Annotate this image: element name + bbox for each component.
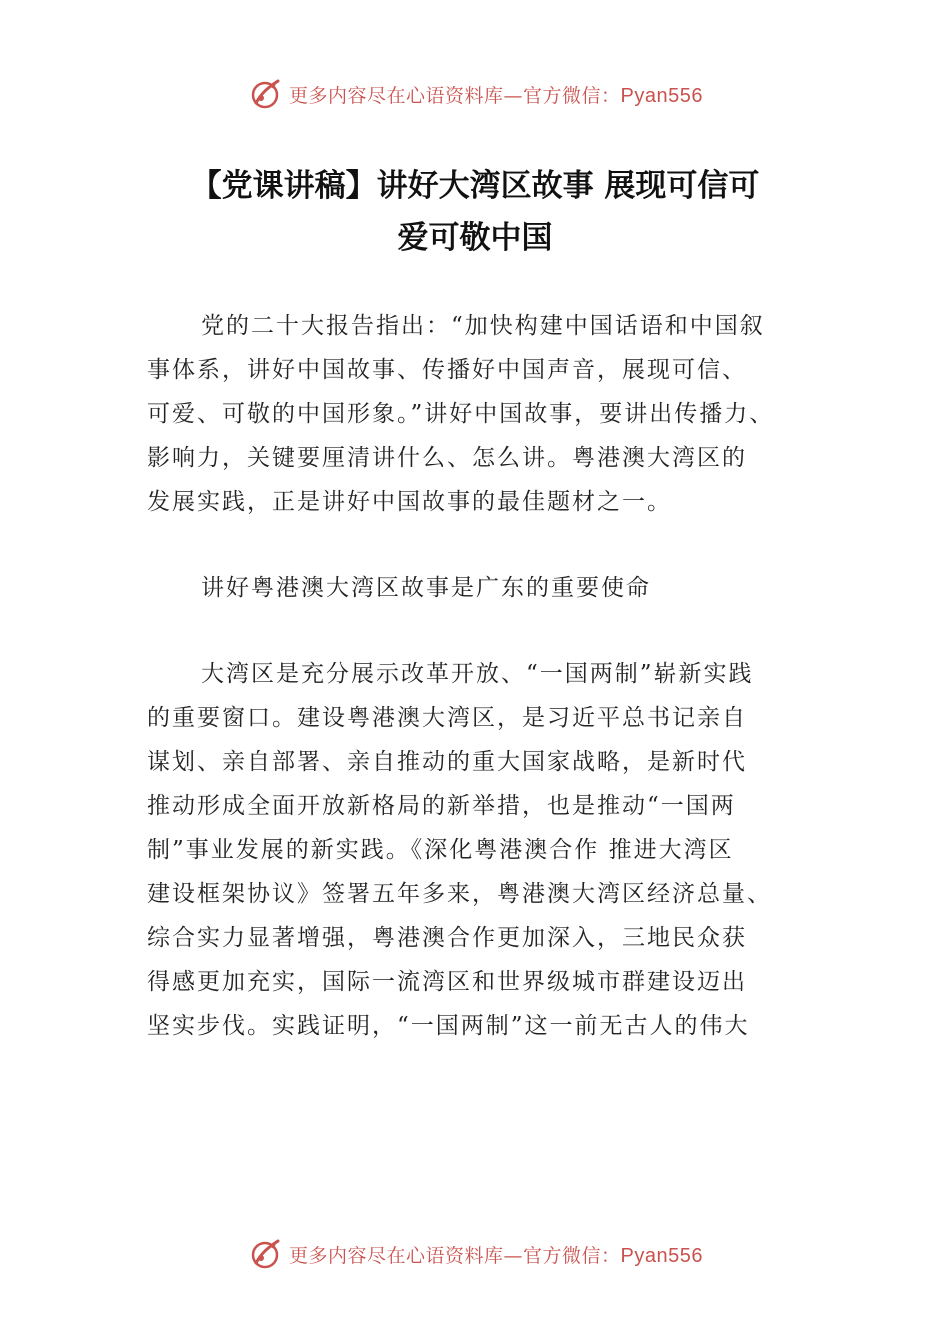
- paragraph-line: 的重要窗口。建设粤港澳大湾区，是习近平总书记亲自: [147, 705, 747, 731]
- header-watermark-text: [289, 81, 703, 108]
- paragraph-line: 影响力，关键要厘清讲什么、怎么讲。粤港澳大湾区的: [147, 445, 747, 471]
- document-title: [100, 160, 850, 264]
- paragraph-line: 得感更加充实，国际一流湾区和世界级城市群建设迈出: [147, 969, 747, 995]
- paragraph-line: 党的二十大报告指出：“加快构建中国话语和中国叙: [201, 313, 765, 339]
- header-watermark: [0, 74, 950, 114]
- footer-watermark-inner: [247, 1236, 703, 1272]
- brand-logo-icon: [247, 76, 283, 112]
- section-heading: [147, 566, 812, 610]
- brand-logo-icon: [247, 1236, 283, 1272]
- header-wechat-id: Pyan556: [620, 84, 703, 107]
- paragraph-bay-area: [147, 652, 812, 1048]
- paragraph-line: 发展实践，正是讲好中国故事的最佳题材之一。: [147, 489, 672, 515]
- footer-watermark-text: [289, 1241, 703, 1268]
- paragraph-line: 大湾区是充分展示改革开放、“一国两制”崭新实践: [201, 661, 754, 687]
- footer-watermark-label: 更多内容尽在心语资料库—官方微信：: [289, 1244, 621, 1267]
- paragraph-line: 事体系，讲好中国故事、传播好中国声音，展现可信、: [147, 357, 747, 383]
- section-heading-text: 讲好粤港澳大湾区故事是广东的重要使命: [201, 575, 651, 601]
- footer-watermark: [0, 1234, 950, 1274]
- footer-wechat-id: Pyan556: [620, 1244, 703, 1267]
- paragraph-line: 坚实步伐。实践证明，“一国两制”这一前无古人的伟大: [147, 1013, 750, 1039]
- paragraph-spacer: [147, 610, 812, 652]
- paragraph-spacer: [147, 524, 812, 566]
- document-title-line-2: 爱可敬中国: [397, 220, 553, 256]
- paragraph-line: 制”事业发展的新实践。《深化粤港澳合作 推进大湾区: [147, 837, 734, 863]
- paragraph-intro: [147, 304, 812, 524]
- header-watermark-inner: [247, 76, 703, 112]
- paragraph-line: 谋划、亲自部署、亲自推动的重大国家战略，是新时代: [147, 749, 747, 775]
- paragraph-line: 推动形成全面开放新格局的新举措，也是推动“一国两: [147, 793, 736, 819]
- paragraph-line: 建设框架协议》签署五年多来，粤港澳大湾区经济总量、: [147, 881, 772, 907]
- document-body: [147, 304, 812, 1048]
- document-title-line-1: 【党课讲稿】讲好大湾区故事 展现可信可: [190, 168, 760, 204]
- header-watermark-label: 更多内容尽在心语资料库—官方微信：: [289, 84, 621, 107]
- paragraph-line: 可爱、可敬的中国形象。”讲好中国故事，要讲出传播力、: [147, 401, 775, 427]
- paragraph-line: 综合实力显著增强，粤港澳合作更加深入，三地民众获: [147, 925, 747, 951]
